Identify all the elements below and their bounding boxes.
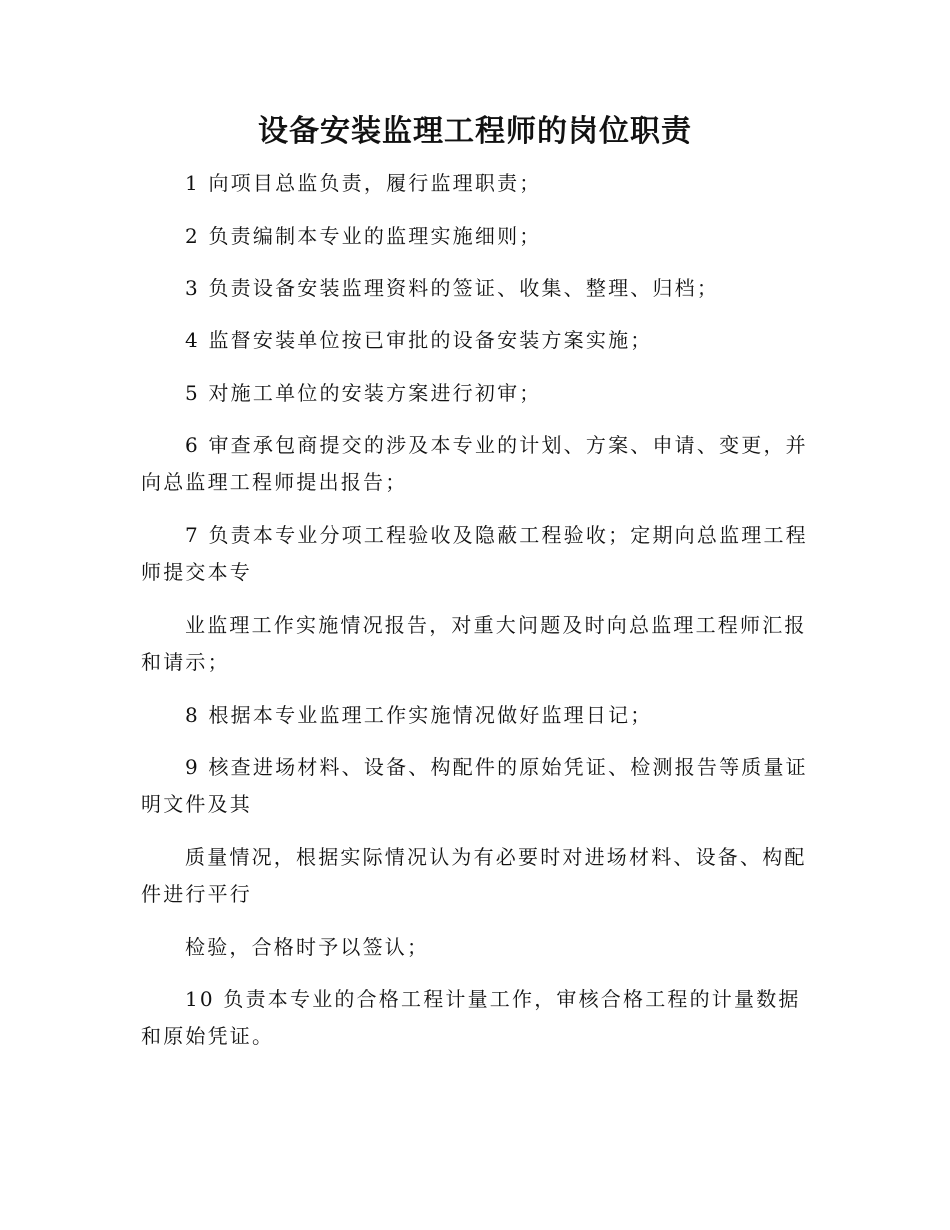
paragraph-5: 5 对施工单位的安装方案进行初审； bbox=[185, 381, 542, 405]
paragraph-8: 8 根据本专业监理工作实施情况做好监理日记； bbox=[185, 703, 653, 727]
paragraph-7-continued: 业监理工作实施情况报告，对重大问题及时向总监理工程师汇报和请示； bbox=[141, 613, 807, 674]
paragraph-3: 3 负责设备安装监理资料的签证、收集、整理、归档； bbox=[185, 276, 720, 300]
paragraph-7: 7 负责本专业分项工程验收及隐蔽工程验收；定期向总监理工程师提交本专 bbox=[141, 523, 808, 584]
paragraph-1: 1 向项目总监负责，履行监理职责； bbox=[185, 171, 542, 195]
paragraph-6: 6 审查承包商提交的涉及本专业的计划、方案、申请、变更，并向总监理工程师提出报告； bbox=[141, 433, 808, 494]
paragraph-4: 4 监督安装单位按已审批的设备安装方案实施； bbox=[185, 328, 653, 352]
paragraph-9: 9 核查进场材料、设备、构配件的原始凭证、检测报告等质量证明文件及其 bbox=[141, 755, 808, 816]
paragraph-9-end: 检验，合格时予以签认； bbox=[185, 935, 430, 959]
document-title: 设备安装监理工程师的岗位职责 bbox=[258, 114, 692, 149]
paragraph-9-continued: 质量情况，根据实际情况认为有必要时对进场材料、设备、构配件进行平行 bbox=[141, 845, 807, 906]
paragraph-10: 10 负责本专业的合格工程计量工作，审核合格工程的计量数据和原始凭证。 bbox=[141, 987, 801, 1048]
paragraph-2: 2 负责编制本专业的监理实施细则； bbox=[185, 224, 542, 248]
